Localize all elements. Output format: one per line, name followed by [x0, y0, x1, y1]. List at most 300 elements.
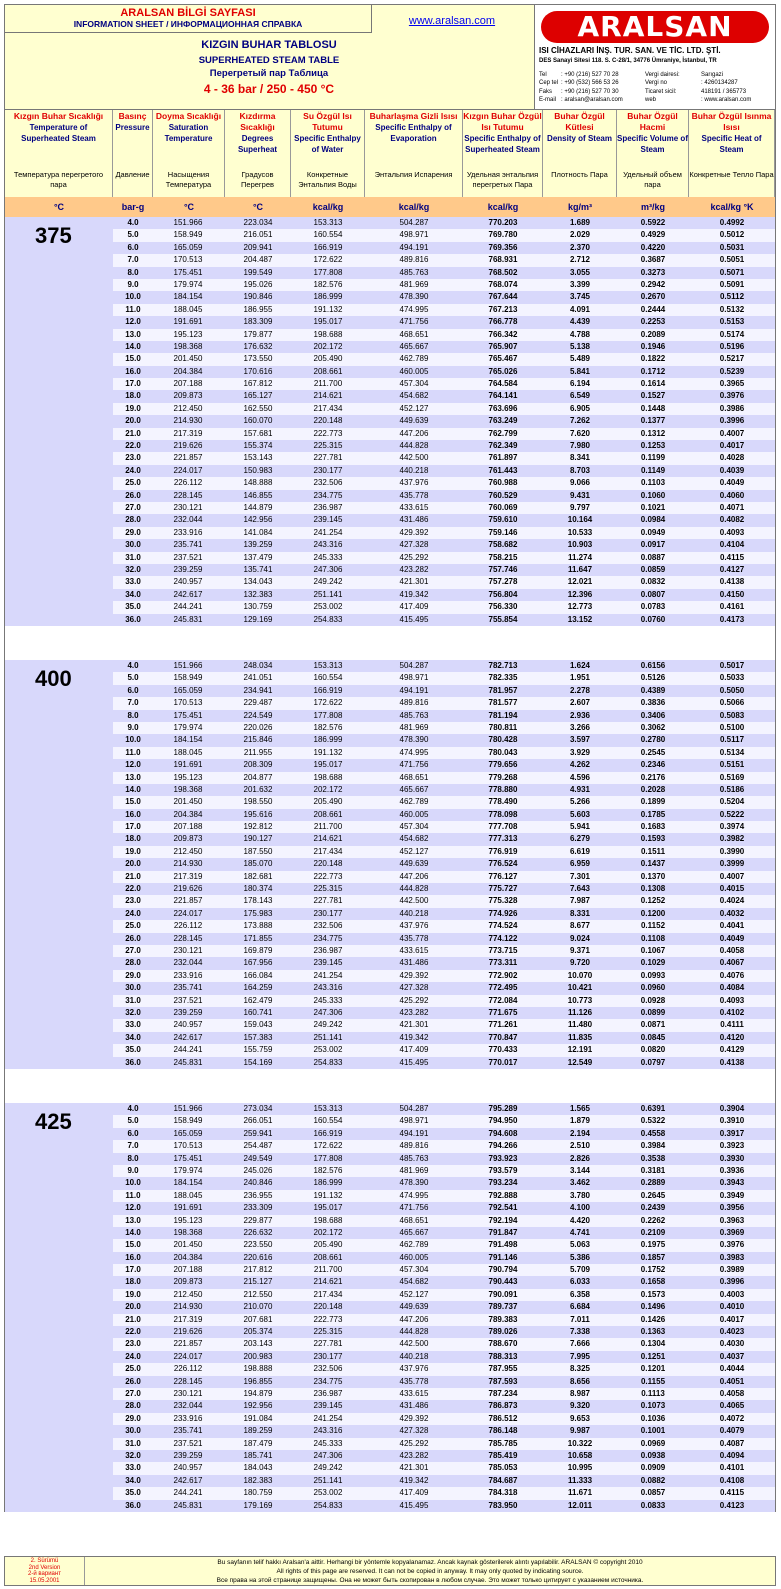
cell-heat: 0.3976	[719, 1240, 745, 1250]
cell-h-water: 182.576	[313, 279, 343, 289]
cell-superheat: 130.759	[243, 602, 273, 612]
table-row	[113, 1301, 775, 1313]
column-header	[463, 110, 543, 197]
cell-h-evap: 485.763	[399, 1153, 429, 1163]
notice-en: All rights of this page are reserved. It can not be copied in anyway. It may only quoted by indicating source.	[276, 1568, 584, 1575]
cell-heat: 0.5050	[719, 685, 745, 695]
cell-density: 1.689	[569, 218, 591, 227]
cell-h-steam: 788.670	[488, 1339, 518, 1349]
cell-h-water: 230.177	[313, 465, 343, 475]
cell-h-steam: 776.919	[488, 846, 518, 856]
cell-h-steam: 794.950	[488, 1116, 518, 1126]
company-box	[534, 5, 775, 109]
cell-h-evap: 474.995	[399, 747, 429, 757]
cell-volume: 0.1108	[640, 933, 666, 943]
cell-h-evap: 460.005	[399, 1252, 429, 1262]
table-row	[113, 1376, 775, 1388]
cell-density: 10.421	[567, 983, 593, 993]
cell-pressure: 12.0	[125, 317, 141, 327]
cell-sat-temp: 230.121	[173, 502, 203, 512]
table-row	[113, 772, 775, 784]
cell-h-evap: 474.995	[399, 1190, 429, 1200]
cell-h-evap: 498.971	[399, 673, 429, 683]
cell-h-steam: 792.888	[488, 1190, 518, 1200]
table-row	[113, 1413, 775, 1425]
cell-volume: 0.2942	[640, 279, 666, 289]
cell-heat: 0.4058	[719, 945, 745, 955]
cell-pressure: 13.0	[125, 329, 141, 339]
cell-heat: 0.4129	[719, 1045, 745, 1055]
cell-sat-temp: 242.617	[173, 1475, 203, 1485]
cell-density: 12.011	[567, 1500, 593, 1510]
cell-density: 3.462	[569, 1178, 591, 1188]
cell-sat-temp: 228.145	[173, 490, 203, 500]
cell-pressure: 27.0	[125, 945, 141, 955]
cell-pressure: 12.0	[125, 1203, 141, 1213]
block-gap	[4, 1069, 776, 1103]
cell-heat: 0.4037	[719, 1351, 745, 1361]
cell-superheat: 229.877	[243, 1215, 273, 1225]
table-row	[113, 1289, 775, 1301]
cell-sat-temp: 179.974	[173, 279, 203, 289]
cell-h-evap: 468.651	[399, 1215, 429, 1225]
cell-h-steam: 776.524	[488, 859, 518, 869]
cell-h-steam: 777.313	[488, 834, 518, 844]
cell-density: 3.597	[569, 735, 591, 745]
cell-superheat: 192.956	[243, 1401, 273, 1411]
column-header-ru: Градусов Перегрев	[241, 170, 274, 189]
cell-volume: 0.1437	[640, 859, 666, 869]
cell-superheat: 216.051	[243, 230, 273, 240]
table-row	[113, 527, 775, 539]
cell-h-evap: 427.328	[399, 983, 429, 993]
cell-density: 5.603	[569, 809, 591, 819]
cell-h-water: 232.506	[313, 921, 343, 931]
footer	[4, 1556, 776, 1586]
cell-h-steam: 770.203	[488, 218, 518, 227]
cell-sat-temp: 158.949	[173, 673, 203, 683]
column-unit: kcal/kg °K	[710, 202, 754, 212]
cell-sat-temp: 219.626	[173, 1327, 203, 1337]
cell-pressure: 9.0	[127, 1165, 139, 1175]
cell-h-water: 241.254	[313, 527, 343, 537]
cell-h-steam: 762.799	[488, 428, 518, 438]
cell-density: 10.995	[567, 1463, 593, 1473]
table-row	[113, 316, 775, 328]
table-row	[113, 1388, 775, 1400]
cell-h-water: 166.919	[313, 242, 343, 252]
cell-sat-temp: 244.241	[173, 1488, 203, 1498]
cell-h-evap: 462.789	[399, 354, 429, 364]
cell-h-steam: 774.926	[488, 908, 518, 918]
table-row	[113, 1500, 775, 1512]
cell-volume: 0.2545	[640, 747, 666, 757]
header-panel	[4, 4, 776, 110]
temperature-label: 375	[35, 223, 72, 248]
column-unit: kcal/kg	[398, 202, 430, 212]
cell-volume: 0.2262	[640, 1215, 666, 1225]
cell-h-water: 220.148	[313, 1302, 343, 1312]
cell-pressure: 8.0	[127, 710, 139, 720]
table-row	[113, 1239, 775, 1251]
contact-row	[539, 79, 773, 87]
cell-pressure: 12.0	[125, 760, 141, 770]
cell-h-steam: 756.330	[488, 602, 518, 612]
cell-h-steam: 794.266	[488, 1141, 518, 1151]
cell-h-steam: 765.467	[488, 354, 518, 364]
cell-sat-temp: 232.044	[173, 958, 203, 968]
cell-sat-temp: 214.930	[173, 416, 203, 426]
cell-h-steam: 787.234	[488, 1388, 518, 1398]
cell-pressure: 27.0	[125, 502, 141, 512]
cell-superheat: 215.127	[243, 1277, 273, 1287]
cell-heat: 0.4030	[719, 1339, 745, 1349]
cell-h-steam: 786.148	[488, 1426, 518, 1436]
cell-pressure: 34.0	[125, 1475, 141, 1485]
cell-heat: 0.4049	[719, 478, 745, 488]
cell-heat: 0.3982	[719, 834, 745, 844]
cell-h-evap: 447.206	[399, 1314, 429, 1324]
cell-heat: 0.3910	[719, 1116, 745, 1126]
cell-h-evap: 465.667	[399, 784, 429, 794]
cell-sat-temp: 158.949	[173, 1116, 203, 1126]
cell-h-water: 230.177	[313, 908, 343, 918]
cell-pressure: 17.0	[125, 1265, 141, 1275]
cell-h-evap: 431.486	[399, 1401, 429, 1411]
cell-volume: 0.0938	[640, 1450, 666, 1460]
table-row	[113, 254, 775, 266]
cell-heat: 0.3976	[719, 391, 745, 401]
contact-rlabel: Ticaret sicil:	[645, 88, 677, 95]
cell-h-steam: 786.873	[488, 1401, 518, 1411]
table-row	[113, 217, 775, 229]
cell-h-water: 245.333	[313, 552, 343, 562]
cell-superheat: 180.759	[243, 1488, 273, 1498]
cell-superheat: 167.956	[243, 958, 273, 968]
cell-h-steam: 783.950	[488, 1500, 518, 1510]
cell-density: 2.370	[569, 242, 591, 252]
table-row	[113, 465, 775, 477]
cell-sat-temp: 195.123	[173, 1215, 203, 1225]
cell-superheat: 160.070	[243, 416, 273, 426]
table-row	[113, 1177, 775, 1189]
cell-h-evap: 471.756	[399, 1203, 429, 1213]
cell-volume: 0.1370	[640, 871, 666, 881]
cell-sat-temp: 207.188	[173, 1265, 203, 1275]
cell-volume: 0.2444	[640, 304, 666, 314]
cell-h-evap: 440.218	[399, 1351, 429, 1361]
cell-superheat: 183.309	[243, 317, 273, 327]
cell-superheat: 139.259	[243, 540, 273, 550]
cell-h-steam: 771.261	[488, 1020, 518, 1030]
column-header	[617, 110, 689, 197]
cell-density: 4.439	[569, 317, 591, 327]
cell-heat: 0.4138	[719, 1057, 745, 1067]
cell-h-evap: 444.828	[399, 441, 429, 451]
column-unit: kcal/kg	[487, 202, 519, 212]
cell-h-evap: 429.392	[399, 527, 429, 537]
column-unit: bar-g	[121, 202, 145, 212]
cell-density: 5.841	[569, 366, 591, 376]
cell-density: 4.262	[569, 760, 591, 770]
column-header-ru: Плотность Пара	[551, 170, 608, 179]
cell-pressure: 21.0	[125, 1314, 141, 1324]
column-header	[153, 110, 225, 197]
cell-density: 8.703	[569, 465, 591, 475]
cell-h-steam: 770.433	[488, 1045, 518, 1055]
cell-sat-temp: 209.873	[173, 391, 203, 401]
cell-h-evap: 498.971	[399, 1116, 429, 1126]
cell-density: 9.797	[569, 502, 591, 512]
table-row	[113, 378, 775, 390]
cell-density: 8.677	[569, 921, 591, 931]
cell-density: 7.666	[569, 1339, 591, 1349]
column-header-en: Temperature of Superheated Steam	[21, 123, 96, 143]
notice-ru: Все права на этой странице защищены. Она не может быть скопирован в любом случае. Это может только цитирует с указанием источника.	[216, 1577, 644, 1584]
cell-density: 10.533	[567, 527, 593, 537]
cell-heat: 0.4076	[719, 970, 745, 980]
cell-superheat: 259.941	[243, 1128, 273, 1138]
cell-h-evap: 444.828	[399, 884, 429, 894]
cell-h-steam: 793.234	[488, 1178, 518, 1188]
column-header	[113, 110, 153, 197]
column-header-tr: Buhar Özgül Isınma Isısı	[691, 111, 772, 132]
cell-pressure: 5.0	[127, 1116, 139, 1126]
cell-h-steam: 784.687	[488, 1475, 518, 1485]
cell-volume: 0.2780	[640, 735, 666, 745]
cell-sat-temp: 212.450	[173, 846, 203, 856]
cell-h-steam: 774.524	[488, 921, 518, 931]
cell-h-evap: 435.778	[399, 933, 429, 943]
contact-rvalue: 418191 / 365773	[701, 88, 747, 95]
cell-superheat: 180.374	[243, 884, 273, 894]
cell-h-water: 234.775	[313, 933, 343, 943]
cell-volume: 0.0928	[640, 995, 666, 1005]
cell-superheat: 204.877	[243, 772, 273, 782]
cell-volume: 0.0909	[640, 1463, 666, 1473]
cell-h-evap: 437.976	[399, 478, 429, 488]
cell-superheat: 150.983	[243, 465, 273, 475]
cell-heat: 0.4065	[719, 1401, 745, 1411]
cell-h-evap: 494.191	[399, 685, 429, 695]
cell-sat-temp: 201.450	[173, 797, 203, 807]
cell-sat-temp: 244.241	[173, 602, 203, 612]
cell-sat-temp: 235.741	[173, 983, 203, 993]
cell-heat: 0.4007	[719, 871, 745, 881]
cell-h-evap: 421.301	[399, 1020, 429, 1030]
cell-h-steam: 760.988	[488, 478, 518, 488]
cell-superheat: 155.759	[243, 1045, 273, 1055]
cell-volume: 0.1573	[640, 1289, 666, 1299]
cell-volume: 0.0899	[640, 1007, 666, 1017]
cell-h-steam: 778.490	[488, 797, 518, 807]
column-header-tr: Buharlaşma Gizli Isısı	[369, 111, 458, 121]
cell-h-water: 186.999	[313, 292, 343, 302]
cell-pressure: 19.0	[125, 1289, 141, 1299]
cell-h-water: 230.177	[313, 1351, 343, 1361]
cell-volume: 0.0969	[640, 1438, 666, 1448]
cell-h-water: 232.506	[313, 1364, 343, 1374]
cell-pressure: 22.0	[125, 441, 141, 451]
column-header-en: Specific Enthalpy of Evaporation	[375, 123, 452, 143]
cell-h-evap: 457.304	[399, 379, 429, 389]
table-row	[113, 710, 775, 722]
cell-superheat: 220.616	[243, 1252, 273, 1262]
cell-density: 3.929	[569, 747, 591, 757]
cell-h-evap: 489.816	[399, 1141, 429, 1151]
cell-pressure: 27.0	[125, 1388, 141, 1398]
cell-h-evap: 485.763	[399, 710, 429, 720]
column-header-en: Pressure	[115, 123, 150, 132]
column-header-en: Specific Volume of Steam	[617, 134, 688, 154]
cell-pressure: 33.0	[125, 577, 141, 587]
cell-pressure: 21.0	[125, 871, 141, 881]
cell-density: 6.959	[569, 859, 591, 869]
column-header-en: Specific Heat of Steam	[701, 134, 762, 154]
cell-pressure: 30.0	[125, 540, 141, 550]
cell-h-steam: 792.194	[488, 1215, 518, 1225]
cell-heat: 0.3996	[719, 416, 745, 426]
cell-h-evap: 478.390	[399, 292, 429, 302]
temperature-block	[4, 217, 776, 626]
cell-volume: 0.0882	[640, 1475, 666, 1485]
cell-pressure: 10.0	[125, 292, 141, 302]
cell-sat-temp: 239.259	[173, 1450, 203, 1460]
website-link[interactable]: www.aralsan.com	[408, 15, 496, 27]
cell-sat-temp: 195.123	[173, 772, 203, 782]
table-row	[113, 747, 775, 759]
table-row	[113, 242, 775, 254]
cell-density: 8.656	[569, 1376, 591, 1386]
cell-h-steam: 792.541	[488, 1203, 518, 1213]
cell-sat-temp: 232.044	[173, 515, 203, 525]
cell-density: 11.480	[567, 1020, 593, 1030]
cell-sat-temp: 191.691	[173, 760, 203, 770]
cell-h-evap: 494.191	[399, 1128, 429, 1138]
cell-density: 2.712	[569, 255, 591, 265]
cell-h-steam: 785.785	[488, 1438, 518, 1448]
cell-superheat: 245.026	[243, 1165, 273, 1175]
cell-sat-temp: 221.857	[173, 896, 203, 906]
cell-h-evap: 449.639	[399, 1302, 429, 1312]
cell-volume: 0.2253	[640, 317, 666, 327]
cell-h-evap: 468.651	[399, 329, 429, 339]
cell-superheat: 198.550	[243, 797, 273, 807]
cell-h-water: 249.242	[313, 577, 343, 587]
cell-density: 12.549	[567, 1057, 593, 1067]
cell-heat: 0.4024	[719, 896, 745, 906]
cell-sat-temp: 198.368	[173, 784, 203, 794]
table-row	[113, 1314, 775, 1326]
cell-pressure: 31.0	[125, 1438, 141, 1448]
temperature-label: 425	[35, 1109, 72, 1134]
cell-h-water: 241.254	[313, 1413, 343, 1423]
cell-superheat: 164.259	[243, 983, 273, 993]
cell-sat-temp: 232.044	[173, 1401, 203, 1411]
column-header-ru: Конкретные Энтальпия Воды	[298, 170, 357, 189]
cell-density: 10.070	[567, 970, 593, 980]
cell-density: 4.100	[569, 1203, 591, 1213]
table-row	[113, 514, 775, 526]
table-row	[113, 1019, 775, 1031]
cell-superheat: 176.632	[243, 341, 273, 351]
cell-pressure: 14.0	[125, 341, 141, 351]
cell-h-evap: 419.342	[399, 589, 429, 599]
cell-sat-temp: 151.966	[173, 1104, 203, 1113]
cell-superheat: 190.127	[243, 834, 273, 844]
cell-density: 6.279	[569, 834, 591, 844]
cell-h-evap: 427.328	[399, 1426, 429, 1436]
cell-superheat: 201.632	[243, 784, 273, 794]
table-row	[113, 366, 775, 378]
cell-volume: 0.5322	[640, 1116, 666, 1126]
temperature-label-cell	[5, 217, 113, 626]
cell-volume: 0.2089	[640, 329, 666, 339]
cell-superheat: 210.070	[243, 1302, 273, 1312]
cell-volume: 0.2028	[640, 784, 666, 794]
cell-heat: 0.3990	[719, 846, 745, 856]
column-header-ru: Конкретные Тепло Пара	[689, 170, 774, 179]
cell-sat-temp: 240.957	[173, 1463, 203, 1473]
cell-volume: 0.6156	[640, 661, 666, 670]
cell-density: 12.773	[567, 602, 593, 612]
cell-h-evap: 431.486	[399, 958, 429, 968]
table-row	[113, 477, 775, 489]
cell-h-water: 191.132	[313, 1190, 343, 1200]
cell-heat: 0.4111	[720, 1020, 744, 1030]
cell-volume: 0.1946	[640, 341, 666, 351]
cell-heat: 0.3963	[719, 1215, 745, 1225]
cell-h-water: 247.306	[313, 1450, 343, 1460]
cell-superheat: 154.169	[243, 1057, 273, 1067]
cell-pressure: 5.0	[127, 230, 139, 240]
cell-superheat: 273.034	[243, 1104, 273, 1113]
cell-heat: 0.5033	[719, 673, 745, 683]
cell-h-water: 253.002	[313, 602, 343, 612]
cell-volume: 0.2889	[640, 1178, 666, 1188]
cell-sat-temp: 179.974	[173, 1165, 203, 1175]
cell-pressure: 29.0	[125, 970, 141, 980]
cell-h-water: 232.506	[313, 478, 343, 488]
cell-sat-temp: 224.017	[173, 1351, 203, 1361]
cell-pressure: 32.0	[125, 1450, 141, 1460]
cell-h-water: 195.017	[313, 1203, 343, 1213]
table-row	[113, 589, 775, 601]
cell-superheat: 187.550	[243, 846, 273, 856]
cell-h-steam: 755.854	[488, 614, 518, 624]
cell-h-steam: 758.215	[488, 552, 518, 562]
cell-h-steam: 766.342	[488, 329, 518, 339]
cell-h-evap: 425.292	[399, 1438, 429, 1448]
cell-volume: 0.1593	[640, 834, 666, 844]
cell-density: 7.620	[569, 428, 591, 438]
cell-heat: 0.4094	[719, 1450, 745, 1460]
cell-h-water: 234.775	[313, 1376, 343, 1386]
table-row	[113, 1128, 775, 1140]
cell-h-water: 243.316	[313, 983, 343, 993]
cell-heat: 0.4104	[719, 540, 745, 550]
cell-h-evap: 437.976	[399, 921, 429, 931]
cell-h-steam: 778.880	[488, 784, 518, 794]
cell-h-water: 243.316	[313, 540, 343, 550]
cell-heat: 0.5071	[719, 267, 745, 277]
temperature-label-cell	[5, 1103, 113, 1512]
cell-sat-temp: 201.450	[173, 1240, 203, 1250]
cell-h-steam: 781.957	[488, 685, 518, 695]
cell-h-steam: 790.443	[488, 1277, 518, 1287]
cell-h-water: 222.773	[313, 871, 343, 881]
cell-h-steam: 764.584	[488, 379, 518, 389]
